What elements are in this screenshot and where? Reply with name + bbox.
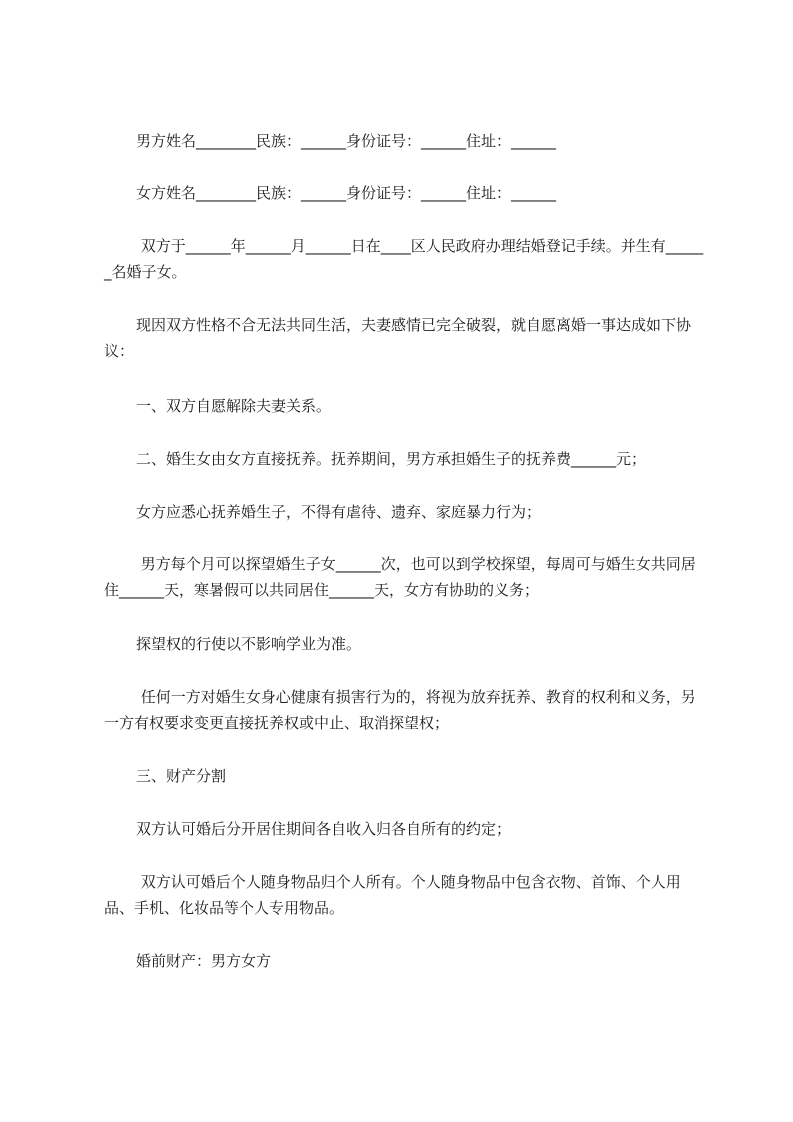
paragraph-premarital-property: 婚前财产：男方女方 [136, 952, 272, 970]
paragraph-harm-clause: 任何一方对婚生女身心健康有损害行为的，将视为放弃抚养、教育的权利和义务，另一方有权要求变更直接抚养权或中止、取消探望权； [104, 688, 696, 732]
paragraph-divorce-reason: 现因双方性格不合无法共同生活，夫妻感情已完全破裂，就自愿离婚一事达成如下协议： [104, 316, 692, 360]
paragraph-male-info: 男方姓名________民族：______身份证号：______住址：______ [136, 132, 557, 150]
paragraph-clause-three: 三、财产分割 [136, 767, 227, 785]
paragraph-clause-two: 二、婚生女由女方直接抚养。抚养期间，男方承担婚生子的抚养费______元； [136, 450, 647, 468]
paragraph-clause-one: 一、双方自愿解除夫妻关系。 [136, 397, 332, 415]
paragraph-visitation-limit: 探望权的行使以不影响学业为准。 [136, 635, 362, 653]
paragraph-child-care: 女方应悉心抚养婚生子，不得有虐待、遗弃、家庭暴力行为； [136, 503, 542, 521]
paragraph-visitation: 男方每个月可以探望婚生子女______次，也可以到学校探望，每周可与婚生女共同居住______天，寒暑假可以共同居住______天，女方有协助的义务； [104, 555, 696, 599]
paragraph-marriage-registration: 双方于______年______月______日在____区人民政府办理结婚登记手续。并生有______名婚子女。 [104, 237, 704, 281]
paragraph-personal-items: 双方认可婚后个人随身物品归个人所有。个人随身物品中包含衣物、首饰、个人用品、手机、化妆品等个人专用物品。 [104, 873, 681, 917]
paragraph-income-agreement: 双方认可婚后分开居住期间各自收入归各自所有的约定； [136, 820, 512, 838]
paragraph-female-info: 女方姓名________民族：______身份证号：______住址：______ [136, 184, 557, 202]
